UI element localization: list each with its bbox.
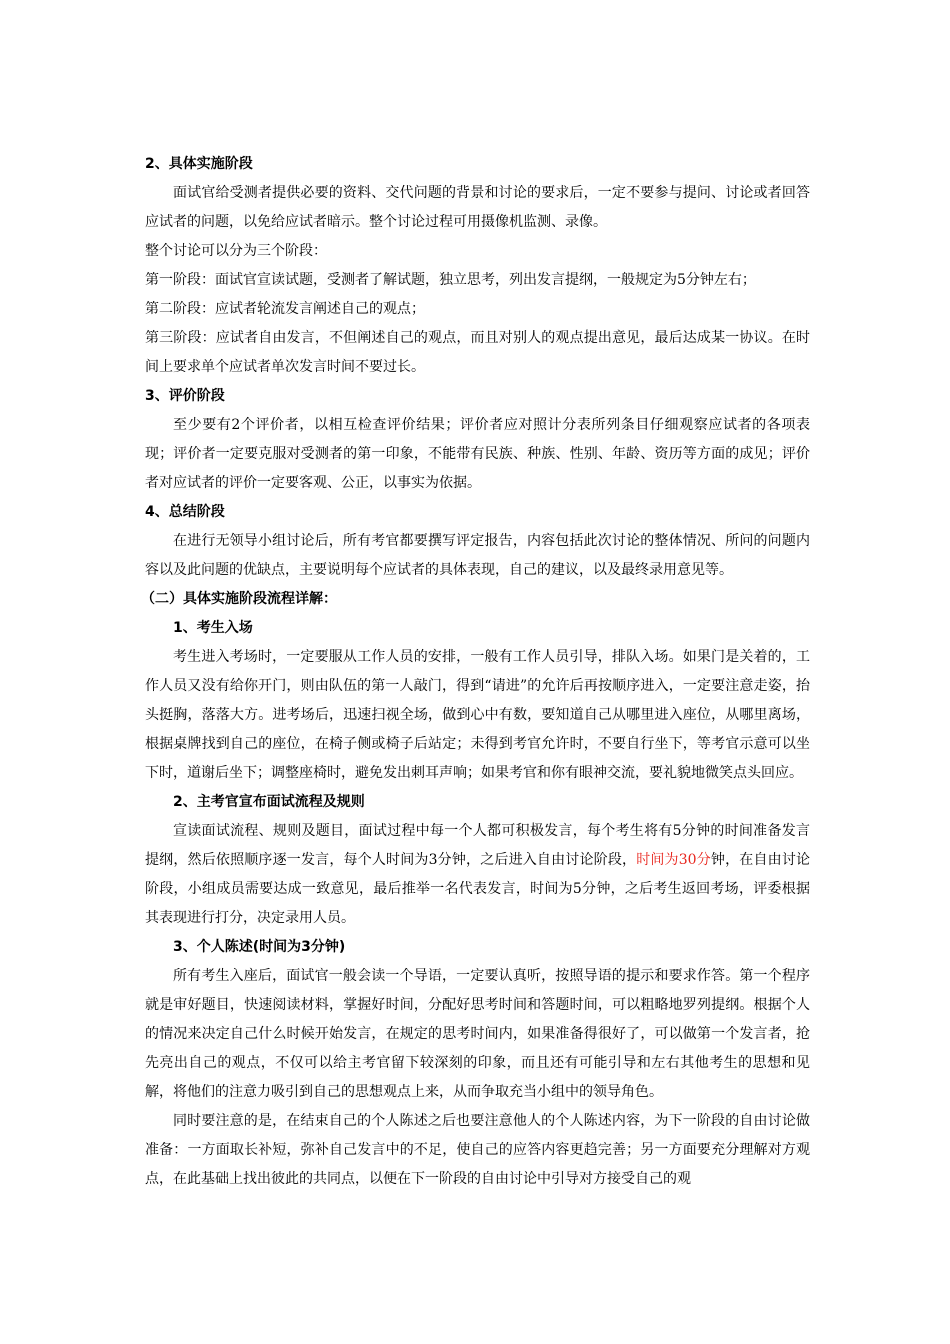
- paragraph: 同时要注意的是，在结束自己的个人陈述之后也要注意他人的个人陈述内容，为下一阶段的自由讨论做准备：一方面取长补短，弥补自己发言中的不足，使自己的应答内容更趋完善；另一方面要充分理解对方观点，在此基础上找出彼此的共同点，以便在下一阶段的自由讨论中引导对方接受自己的观: [145, 1113, 810, 1187]
- paragraph: 第二阶段：应试者轮流发言阐述自己的观点；: [145, 301, 425, 317]
- paragraph: 面试官给受测者提供必要的资料、交代问题的背景和讨论的要求后，一定不要参与提问、讨论或者回答应试者的问题，以免给应试者暗示。整个讨论过程可用摄像机监测、录像。: [145, 185, 810, 230]
- heading-evaluation-stage: 3、评价阶段: [145, 388, 225, 404]
- paragraph: 至少要有2个评价者，以相互检查评价结果；评价者应对照计分表所列条目仔细观察应试者的各项表现；评价者一定要克服对受测者的第一印象，不能带有民族、种族、性别、年龄、资历等方面的成见；评价者对应试者的评价一定要客观、公正，以事实为依据。: [145, 417, 810, 491]
- heading-implementation-stage: 2、具体实施阶段: [145, 156, 253, 172]
- paragraph: 考生进入考场时，一定要服从工作人员的安排，一般有工作人员引导，排队入场。如果门是关着的，工作人员又没有给你开门，则由队伍的第一人敲门，得到“请进”的允许后再按顺序进入，一定要注意走姿，抬头挺胸，落落大方。进考场后，迅速扫视全场，做到心中有数，要知道自己从哪里进入座位，从哪里离场，根据桌牌找到自己的座位，在椅子侧或椅子后站定；未得到考官允许时，不要自行坐下，等考官示意可以坐下时，道谢后坐下；调整座椅时，避免发出刺耳声响；如果考官和你有眼神交流，要礼貌地微笑点头回应。: [145, 649, 810, 781]
- paragraph: 所有考生入座后，面试官一般会读一个导语，一定要认真听，按照导语的提示和要求作答。第一个程序就是审好题目，快速阅读材料，掌握好时间，分配好思考时间和答题时间，可以粗略地罗列提纲。根据个人的情况来决定自己什么时候开始发言，在规定的思考时间内，如果准备得很好了，可以做第一个发言者，抢先亮出自己的观点，不仅可以给主考官留下较深刻的印象，而且还有可能引导和左右其他考生的思想和见解，将他们的注意力吸引到自己的思想观点上来，从而争取充当小组中的领导角色。: [145, 968, 810, 1100]
- heading-examiner-rules: 2、主考官宣布面试流程及规则: [173, 794, 365, 810]
- paragraph: 第一阶段：面试官宣读试题，受测者了解试题，独立思考，列出发言提纲，一般规定为5分钟左右；: [145, 272, 756, 288]
- text-run: 钟，在自由讨论阶段，小组成员需要达成一致意见，最后推举一名代表发言，时间为5分钟，之后考生返回考场，评委根据其表现进行打分，决定录用人员。: [145, 852, 810, 926]
- document-page: [141, 150, 810, 1194]
- paragraph: 在进行无领导小组讨论后，所有考官都要撰写评定报告，内容包括此次讨论的整体情况、所问的问题内容以及此问题的优缺点，主要说明每个应试者的具体表现，自己的建议，以及最终录用意见等。: [145, 533, 810, 578]
- text-run: 宣读面试流程、规则及题目，面试过程中每一个人都可积极发言，每个考生将有5分钟的时间准备发言提纲，然后依照顺序逐一发言，每个人时间为3分钟，之后进入自由讨论阶段，: [145, 823, 810, 868]
- highlighted-text: 时间为30分: [636, 852, 711, 868]
- paragraph: 整个讨论可以分为三个阶段：: [145, 243, 327, 259]
- heading-candidate-entry: 1、考生入场: [173, 620, 253, 636]
- heading-process-detail: （二）具体实施阶段流程详解：: [141, 591, 337, 607]
- paragraph: [145, 817, 810, 933]
- paragraph: 第三阶段：应试者自由发言，不但阐述自己的观点，而且对别人的观点提出意见，最后达成某一协议。在时间上要求单个应试者单次发言时间不要过长。: [145, 330, 810, 375]
- heading-personal-statement: 3、个人陈述(时间为3分钟): [173, 939, 346, 955]
- heading-summary-stage: 4、总结阶段: [145, 504, 225, 520]
